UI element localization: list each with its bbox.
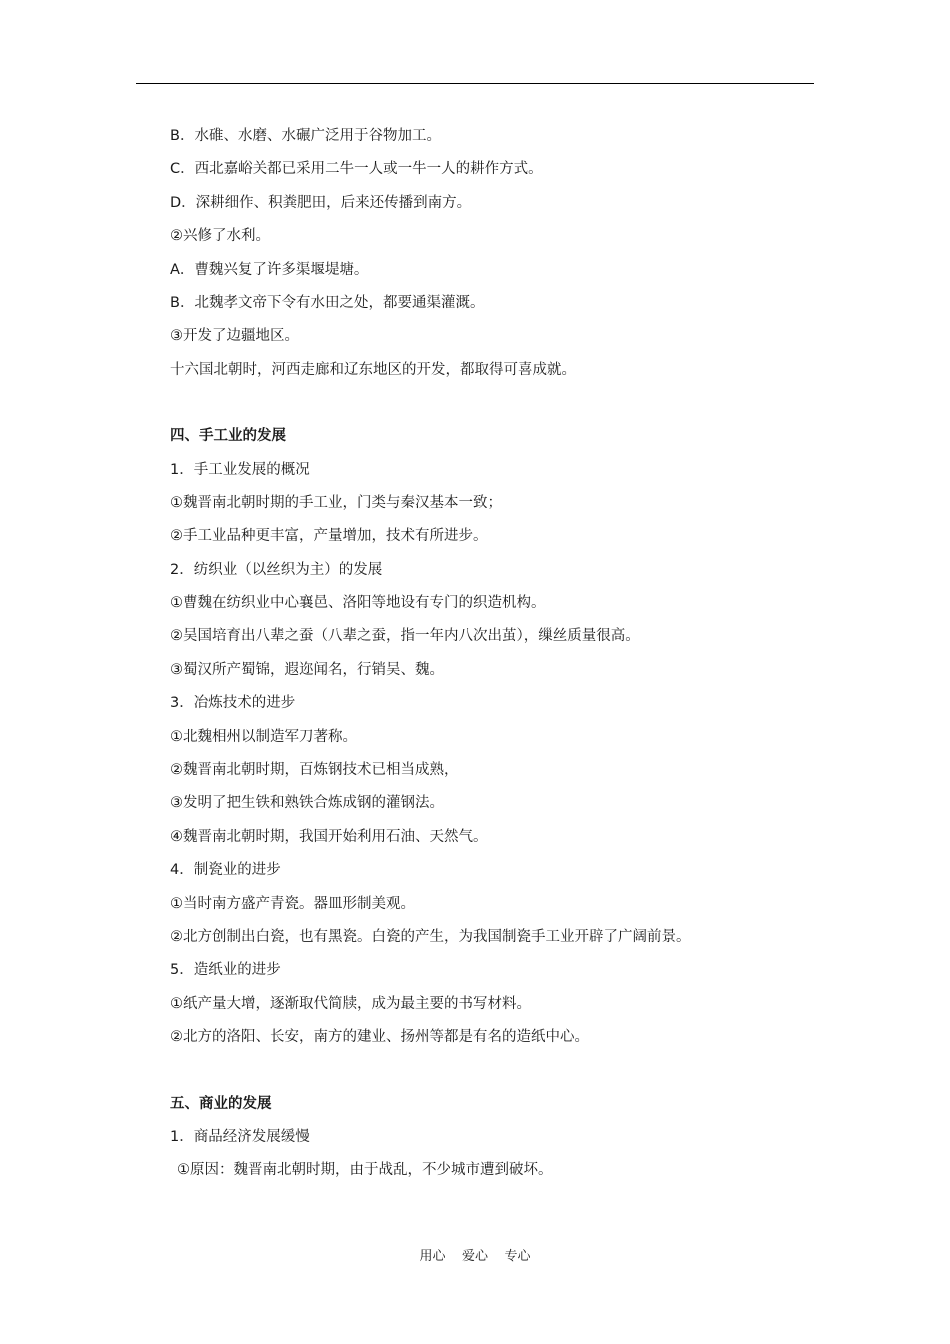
text-line: 4．制瓷业的进步 xyxy=(170,862,281,879)
header-rule xyxy=(136,83,814,84)
text-line: ②北方创制出白瓷，也有黑瓷。白瓷的产生，为我国制瓷手工业开辟了广阔前景。 xyxy=(170,928,691,945)
text-line: ①北魏相州以制造军刀著称。 xyxy=(170,728,357,745)
section-spacer xyxy=(170,1055,810,1088)
text-line: C．西北嘉峪关都已采用二牛一人或一牛一人的耕作方式。 xyxy=(170,161,543,178)
text-line: ②兴修了水利。 xyxy=(170,228,270,245)
text-line: 3．冶炼技术的进步 xyxy=(170,695,296,712)
text-line: B．北魏孝文帝下令有水田之处，都要通渠灌溉。 xyxy=(170,294,485,311)
text-line: A．曹魏兴复了许多渠堰堤塘。 xyxy=(170,261,369,278)
text-line: ②北方的洛阳、长安，南方的建业、扬州等都是有名的造纸中心。 xyxy=(170,1029,589,1046)
text-line: 2．纺织业（以丝织为主）的发展 xyxy=(170,561,383,578)
text-line: ④魏晋南北朝时期，我国开始利用石油、天然气。 xyxy=(170,828,488,845)
text-line: ②手工业品种更丰富，产量增加，技术有所进步。 xyxy=(170,528,488,545)
text-line: 5．造纸业的进步 xyxy=(170,962,281,979)
page-footer: 用心 爱心 专心 xyxy=(419,1249,531,1264)
text-line: ③发明了把生铁和熟铁合炼成钢的灌钢法。 xyxy=(170,795,444,812)
document-body xyxy=(170,120,810,1188)
section-spacer xyxy=(170,387,810,420)
text-line: ①曹魏在纺织业中心襄邑、洛阳等地设有专门的织造机构。 xyxy=(170,595,546,612)
text-line: B．水碓、水磨、水碾广泛用于谷物加工。 xyxy=(170,128,441,144)
text-line: 1．商品经济发展缓慢 xyxy=(170,1128,310,1145)
text-line: ①魏晋南北朝时期的手工业，门类与秦汉基本一致； xyxy=(170,494,502,511)
text-line: 1．手工业发展的概况 xyxy=(170,461,310,478)
text-line: 十六国北朝时，河西走廊和辽东地区的开发，都取得可喜成就。 xyxy=(170,361,576,378)
text-line: ②吴国培育出八辈之蚕（八辈之蚕，指一年内八次出茧），缫丝质量很高。 xyxy=(170,628,640,645)
text-line: ②魏晋南北朝时期，百炼钢技术已相当成熟， xyxy=(170,762,459,779)
text-line: ①纸产量大增，逐渐取代简牍，成为最主要的书写材料。 xyxy=(170,995,531,1012)
text-line: ①当时南方盛产青瓷。器皿形制美观。 xyxy=(170,895,415,912)
section-heading: 四、手工业的发展 xyxy=(170,428,286,445)
text-line: D．深耕细作、积粪肥田，后来还传播到南方。 xyxy=(170,194,472,211)
text-line: ③开发了边疆地区。 xyxy=(170,328,299,345)
text-line: ①原因：魏晋南北朝时期，由于战乱，不少城市遭到破坏。 xyxy=(177,1162,553,1179)
section-heading: 五、商业的发展 xyxy=(170,1095,272,1112)
text-line: ③蜀汉所产蜀锦，遐迩闻名，行销吴、魏。 xyxy=(170,661,444,678)
